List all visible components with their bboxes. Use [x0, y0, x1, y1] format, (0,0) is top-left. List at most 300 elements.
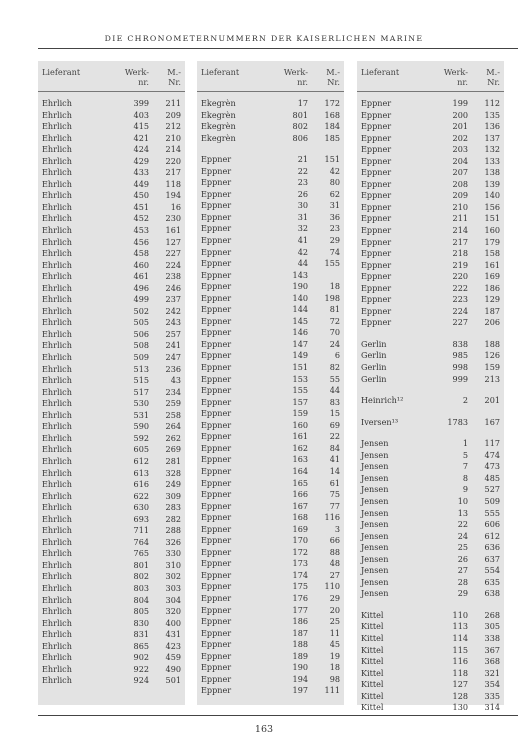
mnr-cell: 169: [484, 271, 500, 282]
werknr-cell: 458: [133, 248, 149, 259]
mnr-cell: 69: [329, 419, 340, 430]
table-row: [197, 431, 344, 443]
mnr-cell: 3: [334, 523, 340, 534]
mnr-cell: 16: [170, 201, 181, 212]
supplier-cell: Ehrlich: [42, 502, 72, 513]
supplier-cell: Ehrlich: [42, 444, 72, 455]
mnr-cell: 288: [165, 525, 181, 536]
mnr-cell: 220: [165, 155, 181, 166]
table-row: [197, 674, 344, 686]
werknr-cell: 421: [133, 132, 149, 143]
table-row: [197, 189, 344, 201]
supplier-cell: Eppner: [201, 500, 232, 511]
werknr-cell: 452: [133, 213, 149, 224]
werknr-cell: 116: [452, 656, 468, 667]
group-spacer: [357, 329, 504, 339]
table-row: [38, 260, 185, 272]
mnr-cell: 129: [484, 294, 500, 305]
mnr-cell: 136: [484, 121, 500, 132]
header-mnr: M.- Nr.: [486, 67, 500, 87]
mnr-cell: 423: [165, 640, 181, 651]
werknr-cell: 128: [452, 690, 468, 701]
table-row: [197, 154, 344, 166]
werknr-cell: 110: [452, 609, 468, 620]
mnr-cell: 243: [165, 317, 181, 328]
supplier-cell: Ehrlich: [42, 225, 72, 236]
mnr-cell: 167: [484, 416, 500, 427]
supplier-cell: Eppner: [201, 569, 232, 580]
mnr-cell: 160: [484, 225, 500, 236]
mnr-cell: 44: [329, 385, 340, 396]
supplier-cell: Eppner: [361, 317, 392, 328]
werknr-cell: 693: [133, 513, 149, 524]
werknr-cell: 922: [133, 663, 149, 674]
supplier-cell: Eppner: [201, 269, 232, 280]
supplier-cell: Eppner: [201, 315, 232, 326]
supplier-cell: Jensen: [361, 588, 389, 599]
supplier-cell: Eppner: [201, 477, 232, 488]
werknr-cell: 985: [452, 350, 468, 361]
werknr-cell: 174: [292, 569, 308, 580]
mnr-cell: 24: [329, 338, 340, 349]
supplier-cell: Eppner: [201, 535, 232, 546]
werknr-cell: 187: [292, 627, 308, 638]
table-row: [197, 489, 344, 501]
werknr-cell: 505: [133, 317, 149, 328]
table-row: [38, 364, 185, 376]
werknr-cell: 830: [133, 617, 149, 628]
supplier-cell: Gerlin: [361, 373, 387, 384]
mnr-cell: 80: [329, 177, 340, 188]
supplier-cell: Eppner: [201, 362, 232, 373]
werknr-cell: 902: [133, 652, 149, 663]
table-row: [38, 190, 185, 202]
table-row: [38, 641, 185, 653]
werknr-cell: 162: [292, 442, 308, 453]
supplier-cell: Eppner: [201, 581, 232, 592]
mnr-cell: 304: [165, 594, 181, 605]
table-row: [357, 374, 504, 386]
table-row: [197, 200, 344, 212]
werknr-cell: 9: [462, 484, 468, 495]
supplier-cell: Ehrlich: [42, 259, 72, 270]
mnr-cell: 474: [484, 449, 500, 460]
werknr-cell: 155: [292, 385, 308, 396]
supplier-cell: Ehrlich: [42, 548, 72, 559]
mnr-cell: 212: [165, 121, 181, 132]
werknr-cell: 168: [292, 512, 308, 523]
werknr-cell: 2: [462, 395, 468, 406]
supplier-cell: Ehrlich: [42, 352, 72, 363]
table-rows: [197, 92, 344, 697]
supplier-cell: Jensen: [361, 495, 389, 506]
table-row: [197, 478, 344, 490]
mnr-cell: 139: [484, 178, 500, 189]
header-werknr: Werk- nr.: [124, 67, 149, 87]
werknr-cell: 159: [292, 408, 308, 419]
mnr-cell: 206: [484, 317, 500, 328]
mnr-cell: 211: [165, 98, 181, 108]
mnr-cell: 210: [165, 132, 181, 143]
table-row: [197, 362, 344, 374]
supplier-cell: Eppner: [201, 639, 232, 650]
werknr-cell: 169: [292, 523, 308, 534]
mnr-cell: 74: [329, 246, 340, 257]
werknr-cell: 22: [457, 519, 468, 530]
werknr-cell: 801: [133, 559, 149, 570]
table-row: [197, 98, 344, 110]
table-row: [357, 110, 504, 122]
table-row: [197, 651, 344, 663]
werknr-cell: 176: [292, 592, 308, 603]
werknr-cell: 175: [292, 581, 308, 592]
table-row: [38, 502, 185, 514]
werknr-cell: 149: [292, 350, 308, 361]
table-column-3: [357, 61, 504, 713]
mnr-cell: 459: [165, 652, 181, 663]
mnr-cell: 209: [165, 109, 181, 120]
table-row: [197, 662, 344, 674]
werknr-cell: 32: [297, 223, 308, 234]
werknr-cell: 44: [297, 258, 308, 269]
supplier-cell: Eppner: [361, 271, 392, 282]
werknr-cell: 227: [452, 317, 468, 328]
werknr-cell: 161: [292, 431, 308, 442]
supplier-cell: Kittel: [361, 621, 384, 632]
table-row: [357, 225, 504, 237]
werknr-cell: 765: [133, 548, 149, 559]
mnr-cell: 111: [324, 685, 340, 696]
table-row: [357, 317, 504, 329]
supplier-cell: Eppner: [361, 236, 392, 247]
mnr-cell: 118: [165, 178, 181, 189]
mnr-cell: 48: [329, 558, 340, 569]
table-row: [197, 466, 344, 478]
mnr-cell: 31: [329, 200, 340, 211]
mnr-cell: 42: [329, 165, 340, 176]
werknr-cell: 220: [452, 271, 468, 282]
werknr-cell: 865: [133, 640, 149, 651]
mnr-cell: 20: [329, 604, 340, 615]
mnr-cell: 98: [329, 673, 340, 684]
table-row: [38, 433, 185, 445]
werknr-cell: 41: [297, 235, 308, 246]
werknr-cell: 200: [452, 109, 468, 120]
werknr-cell: 151: [292, 362, 308, 373]
werknr-cell: 460: [133, 259, 149, 270]
supplier-cell: Eppner: [201, 592, 232, 603]
supplier-cell: Ehrlich: [42, 98, 72, 108]
table-row: [38, 571, 185, 583]
werknr-cell: 224: [452, 305, 468, 316]
top-rule: [38, 48, 518, 49]
mnr-cell: 213: [484, 373, 500, 384]
table-row: [357, 691, 504, 703]
table-row: [38, 595, 185, 607]
table-row: [197, 628, 344, 640]
table-row: [357, 542, 504, 554]
werknr-cell: 26: [457, 553, 468, 564]
bottom-rule: [38, 715, 518, 716]
supplier-cell: Ehrlich: [42, 109, 72, 120]
table-row: [197, 501, 344, 513]
table-row: [197, 166, 344, 178]
mnr-cell: 36: [329, 211, 340, 222]
mnr-cell: 259: [165, 398, 181, 409]
mnr-cell: 161: [165, 225, 181, 236]
mnr-cell: 161: [484, 259, 500, 270]
table-row: [197, 327, 344, 339]
mnr-cell: 282: [165, 513, 181, 524]
werknr-cell: 403: [133, 109, 149, 120]
table-row: [38, 156, 185, 168]
mnr-cell: 126: [484, 350, 500, 361]
table-row: [357, 438, 504, 450]
supplier-cell: Ehrlich: [42, 559, 72, 570]
mnr-cell: 116: [324, 512, 340, 523]
werknr-cell: 24: [457, 530, 468, 541]
table-row: [357, 554, 504, 566]
mnr-cell: 400: [165, 617, 181, 628]
supplier-cell: Ehrlich: [42, 536, 72, 547]
table-row: [357, 133, 504, 145]
mnr-cell: 554: [484, 565, 500, 576]
werknr-cell: 127: [452, 679, 468, 690]
supplier-cell: Jensen: [361, 519, 389, 530]
mnr-cell: 84: [329, 442, 340, 453]
supplier-cell: Ehrlich: [42, 375, 72, 386]
header-werknr: Werk- nr.: [283, 67, 308, 87]
mnr-cell: 110: [324, 581, 340, 592]
werknr-cell: 177: [292, 604, 308, 615]
werknr-cell: 496: [133, 282, 149, 293]
werknr-cell: 802: [133, 571, 149, 582]
supplier-cell: Ehrlich: [42, 479, 72, 490]
table-row: [38, 387, 185, 399]
werknr-cell: 190: [292, 662, 308, 673]
table-row: [357, 395, 504, 407]
mnr-cell: 606: [484, 519, 500, 530]
supplier-cell: Eppner: [361, 201, 392, 212]
mnr-cell: 637: [484, 553, 500, 564]
mnr-cell: 201: [484, 395, 500, 406]
mnr-cell: 302: [165, 571, 181, 582]
table-row: [197, 110, 344, 122]
table-row: [38, 606, 185, 618]
werknr-cell: 166: [292, 489, 308, 500]
supplier-cell: Eppner: [361, 178, 392, 189]
table-row: [197, 177, 344, 189]
werknr-cell: 42: [297, 246, 308, 257]
werknr-cell: 592: [133, 432, 149, 443]
mnr-cell: 140: [484, 190, 500, 201]
mnr-cell: 27: [329, 569, 340, 580]
werknr-cell: 190: [292, 281, 308, 292]
mnr-cell: 81: [329, 304, 340, 315]
table-row: [38, 352, 185, 364]
mnr-cell: 185: [324, 132, 340, 143]
supplier-cell: Eppner: [201, 327, 232, 338]
supplier-cell: Jensen: [361, 565, 389, 576]
table-row: [357, 417, 504, 429]
mnr-cell: 77: [329, 500, 340, 511]
mnr-cell: 268: [484, 609, 500, 620]
supplier-cell: Ehrlich: [42, 282, 72, 293]
header-lieferant: Lieferant: [42, 67, 81, 77]
table-row: [357, 656, 504, 668]
table-row: [197, 258, 344, 270]
mnr-cell: 234: [165, 386, 181, 397]
mnr-cell: 75: [329, 489, 340, 500]
werknr-cell: 451: [133, 201, 149, 212]
mnr-cell: 127: [165, 236, 181, 247]
supplier-cell: Ekegrèn: [201, 109, 236, 120]
mnr-cell: 281: [165, 455, 181, 466]
table-row: [38, 237, 185, 249]
werknr-cell: 449: [133, 178, 149, 189]
mnr-cell: 367: [484, 644, 500, 655]
mnr-cell: 61: [329, 477, 340, 488]
table-row: [357, 588, 504, 600]
mnr-cell: 227: [165, 248, 181, 259]
supplier-cell: Ehrlich: [42, 248, 72, 259]
supplier-cell: Eppner: [201, 177, 232, 188]
table-row: [357, 461, 504, 473]
supplier-cell: Ehrlich: [42, 432, 72, 443]
mnr-cell: 368: [484, 656, 500, 667]
table-row: [38, 179, 185, 191]
werknr-cell: 509: [133, 352, 149, 363]
supplier-cell: Eppner: [201, 627, 232, 638]
werknr-cell: 616: [133, 479, 149, 490]
mnr-cell: 612: [484, 530, 500, 541]
supplier-cell: Ehrlich: [42, 132, 72, 143]
werknr-cell: 838: [452, 338, 468, 349]
mnr-cell: 88: [329, 546, 340, 557]
supplier-cell: Eppner: [361, 98, 392, 108]
mnr-cell: 43: [170, 375, 181, 386]
table-rows: [38, 92, 185, 687]
table-row: [197, 304, 344, 316]
werknr-cell: 144: [292, 304, 308, 315]
mnr-cell: 501: [165, 675, 181, 686]
werknr-cell: 803: [133, 582, 149, 593]
supplier-cell: Ehrlich: [42, 421, 72, 432]
supplier-cell: Eppner: [201, 292, 232, 303]
mnr-cell: 15: [329, 408, 340, 419]
table-row: [38, 618, 185, 630]
mnr-cell: 155: [324, 258, 340, 269]
table-row: [197, 397, 344, 409]
mnr-cell: 247: [165, 352, 181, 363]
mnr-cell: 264: [165, 421, 181, 432]
mnr-cell: 338: [484, 632, 500, 643]
werknr-cell: 399: [133, 98, 149, 108]
supplier-cell: Eppner: [201, 523, 232, 534]
mnr-cell: 184: [324, 121, 340, 132]
werknr-cell: 415: [133, 121, 149, 132]
werknr-cell: 7: [462, 461, 468, 472]
supplier-cell: Ehrlich: [42, 525, 72, 536]
supplier-cell: Kittel: [361, 667, 384, 678]
werknr-cell: 433: [133, 167, 149, 178]
werknr-cell: 115: [452, 644, 468, 655]
werknr-cell: 453: [133, 225, 149, 236]
mnr-cell: 187: [484, 305, 500, 316]
werknr-cell: 165: [292, 477, 308, 488]
supplier-cell: Eppner: [201, 431, 232, 442]
mnr-cell: 62: [329, 188, 340, 199]
mnr-cell: 29: [329, 235, 340, 246]
table-row: [38, 421, 185, 433]
table-row: [197, 235, 344, 247]
werknr-cell: 456: [133, 236, 149, 247]
supplier-cell: Ehrlich: [42, 213, 72, 224]
supplier-cell: Ehrlich: [42, 167, 72, 178]
table-row: [38, 306, 185, 318]
table-row: [197, 270, 344, 282]
supplier-cell: Eppner: [201, 211, 232, 222]
supplier-cell: Kittel: [361, 690, 384, 701]
werknr-cell: 622: [133, 490, 149, 501]
werknr-cell: 214: [452, 225, 468, 236]
supplier-cell: Gerlin: [361, 338, 387, 349]
group-spacer: [357, 600, 504, 610]
mnr-cell: 6: [334, 350, 340, 361]
supplier-cell: Eppner: [201, 512, 232, 523]
table-row: [197, 581, 344, 593]
table-row: [357, 633, 504, 645]
table-row: [197, 339, 344, 351]
supplier-cell: Eppner: [201, 662, 232, 673]
mnr-cell: 431: [165, 629, 181, 640]
mnr-cell: 237: [165, 294, 181, 305]
mnr-cell: 485: [484, 472, 500, 483]
table-row: [357, 237, 504, 249]
mnr-cell: 636: [484, 542, 500, 553]
table-row: [197, 535, 344, 547]
table-row: [357, 144, 504, 156]
supplier-cell: Eppner: [201, 304, 232, 315]
table-row: [38, 675, 185, 687]
mnr-cell: 320: [165, 606, 181, 617]
mnr-cell: 151: [484, 213, 500, 224]
supplier-cell: Heinrich¹²: [361, 395, 404, 406]
table-row: [357, 679, 504, 691]
group-spacer: [197, 144, 344, 154]
mnr-cell: 70: [329, 327, 340, 338]
supplier-cell: Eppner: [201, 616, 232, 627]
running-head: DIE CHRONOMETERNUMMERN DER KAISERLICHEN MARINE: [104, 34, 424, 43]
mnr-cell: 14: [329, 465, 340, 476]
mnr-cell: 188: [484, 338, 500, 349]
werknr-cell: 630: [133, 502, 149, 513]
supplier-cell: Eppner: [201, 281, 232, 292]
werknr-cell: 429: [133, 155, 149, 166]
supplier-cell: Kittel: [361, 632, 384, 643]
table-row: [357, 190, 504, 202]
mnr-cell: 310: [165, 559, 181, 570]
supplier-cell: Ehrlich: [42, 652, 72, 663]
supplier-cell: Jensen: [361, 484, 389, 495]
werknr-cell: 711: [133, 525, 149, 536]
table-row: [197, 605, 344, 617]
mnr-cell: 527: [484, 484, 500, 495]
werknr-cell: 118: [452, 667, 468, 678]
table-row: [357, 645, 504, 657]
mnr-cell: 257: [165, 328, 181, 339]
mnr-cell: 112: [484, 98, 500, 108]
